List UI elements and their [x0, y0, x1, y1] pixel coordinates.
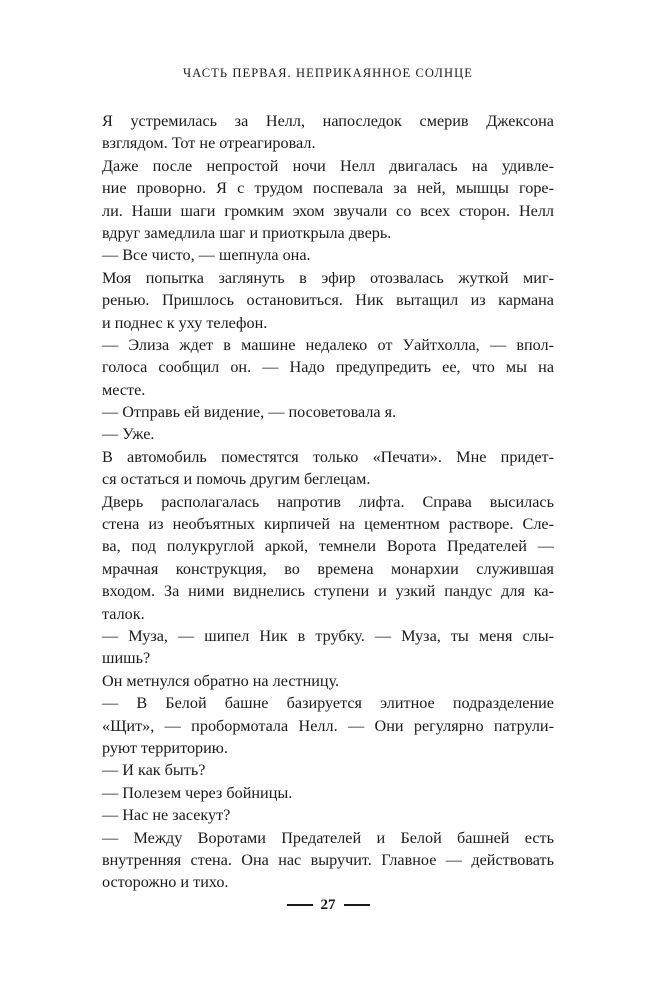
text-line: «Щит», — пробормотала Нелл. — Они регулярно патрули- — [102, 716, 554, 735]
text-line: ние проворно. Я с трудом поспевала за ней, мышцы горе- — [102, 179, 554, 198]
text-line: шишь? — [102, 649, 151, 668]
folio-dash-right — [344, 904, 370, 906]
text-line: — В Белой башне базируется элитное подразделение — [102, 694, 554, 713]
text-line: Моя попытка заглянуть в эфир отозвалась жуткой миг- — [102, 268, 554, 287]
text-line: стена из необъятных кирпичей на цементном растворе. Сле- — [102, 515, 554, 534]
folio-dash-left — [287, 904, 313, 906]
text-line: осторожно и тихо. — [102, 873, 229, 892]
text-line: Он метнулся обратно на лестницу. — [102, 671, 340, 690]
text-line: Я устремилась за Нелл, напоследок смерив Джексона — [102, 112, 554, 130]
text-line: внутренняя стена. Она нас выручит. Главное — действовать — [102, 850, 554, 869]
text-line: — Муза, — шипел Ник в трубку. — Муза, ты меня слы- — [102, 626, 554, 645]
body-text — [102, 110, 554, 894]
text-line: — Между Воротами Предателей и Белой башней есть — [102, 828, 554, 847]
text-line: — Элиза ждет в машине недалеко от Уайтхолла, — впол- — [102, 335, 554, 354]
text-line: мрачная конструкция, во времена монархии служившая — [102, 559, 554, 578]
text-line: — Полезем через бойницы. — [102, 783, 293, 802]
text-line: голоса сообщил он. — Надо предупредить ее, что мы на — [102, 358, 554, 377]
text-line: — Все чисто, — шепнула она. — [102, 246, 311, 265]
text-line: руют территорию. — [102, 738, 228, 757]
text-line: Даже после непростой ночи Нелл двигалась на удивле- — [102, 156, 554, 175]
text-line: — И как быть? — [102, 761, 206, 780]
text-line: месте. — [102, 380, 146, 399]
text-line: ренью. Пришлось остановиться. Ник вытащил из кармана — [102, 291, 554, 310]
text-line: взглядом. Тот не отреагировал. — [102, 134, 316, 153]
text-line: — Отправь ей видение, — посоветовала я. — [102, 403, 397, 422]
page-number: 27 — [320, 897, 336, 913]
text-line: талок. — [102, 604, 145, 623]
running-head: ЧАСТЬ ПЕРВАЯ. НЕПРИКАЯННОЕ СОЛНЦЕ — [182, 66, 473, 80]
text-line: ся остаться и помочь другим беглецам. — [102, 470, 371, 489]
page-number-folio — [102, 897, 554, 914]
text-line: — Уже. — [102, 425, 155, 444]
text-line: В автомобиль поместятся только «Печати». Мне придет- — [102, 447, 554, 466]
text-line: ва, под полукруглой аркой, темнели Ворота Предателей — — [102, 537, 554, 556]
text-line: ли. Наши шаги громким эхом звучали со всех сторон. Нелл — [102, 201, 554, 220]
text-line: вдруг замедлила шаг и приоткрыла дверь. — [102, 223, 392, 242]
text-line: входом. За ними виднелись ступени и узкий пандус для ка- — [102, 582, 554, 601]
text-line: — Нас не засекут? — [102, 806, 231, 825]
text-line: Дверь располагалась напротив лифта. Справа высилась — [102, 492, 554, 511]
text-line: и поднес к уху телефон. — [102, 313, 268, 332]
